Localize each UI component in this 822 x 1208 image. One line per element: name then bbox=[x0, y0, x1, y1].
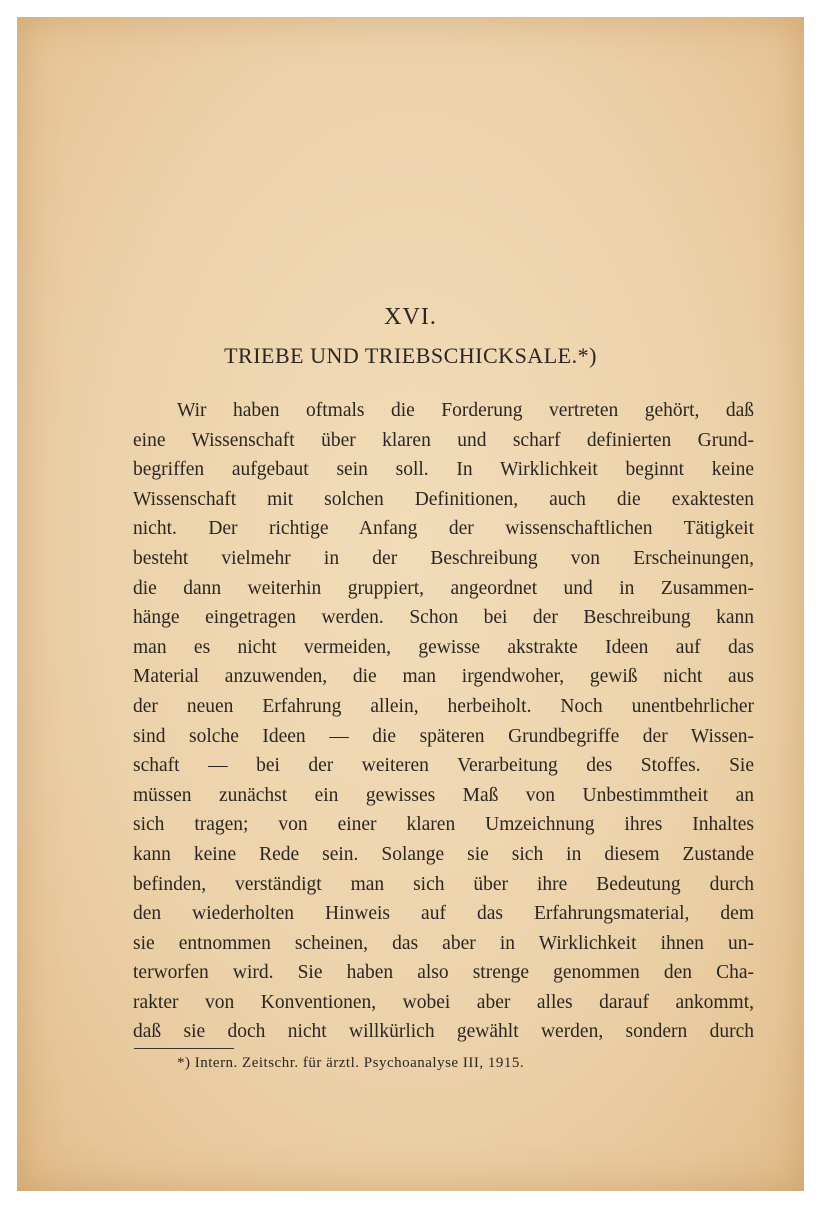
text-line: man es nicht vermeiden, gewisse akstrakte Ideen auf das bbox=[133, 636, 754, 658]
footnote: *) Intern. Zeitschr. für ärztl. Psychoanalyse III, 1915. bbox=[177, 1055, 525, 1071]
text-line: eine Wissenschaft über klaren und scharf definierten Grund- bbox=[133, 429, 754, 451]
text-line: besteht vielmehr in der Beschreibung von Erscheinungen, bbox=[133, 547, 754, 569]
footnote-divider bbox=[134, 1048, 234, 1049]
text-line: der neuen Erfahrung allein, herbeiholt. Noch unentbehrlicher bbox=[133, 695, 754, 717]
text-line: sie entnommen scheinen, das aber in Wirklichkeit ihnen un- bbox=[133, 932, 754, 954]
book-page bbox=[17, 17, 804, 1191]
text-line: müssen zunächst ein gewisses Maß von Unbestimmtheit an bbox=[133, 784, 754, 806]
text-line: Material anzuwenden, die man irgendwoher, gewiß nicht aus bbox=[133, 666, 754, 688]
chapter-number: XVI. bbox=[384, 304, 437, 330]
text-line: terworfen wird. Sie haben also strenge genommen den Cha- bbox=[133, 962, 754, 984]
text-line: daß sie doch nicht willkürlich gewählt werden, sondern durch bbox=[133, 1021, 754, 1043]
text-line: befinden, verständigt man sich über ihre Bedeutung durch bbox=[133, 873, 754, 895]
text-line: begriffen aufgebaut sein soll. In Wirklichkeit beginnt keine bbox=[133, 459, 754, 481]
text-line: sind solche Ideen — die späteren Grundbegriffe der Wissen- bbox=[133, 725, 754, 747]
body-paragraph bbox=[133, 396, 754, 1047]
text-line: nicht. Der richtige Anfang der wissenschaftlichen Tätigkeit bbox=[133, 518, 754, 540]
text-line: die dann weiterhin gruppiert, angeordnet und in Zusammen- bbox=[133, 577, 754, 599]
text-line: Wir haben oftmals die Forderung vertreten gehört, daß bbox=[177, 400, 754, 421]
text-line: den wiederholten Hinweis auf das Erfahrungsmaterial, dem bbox=[133, 903, 754, 925]
chapter-title: TRIEBE UND TRIEBSCHICKSALE.*) bbox=[224, 343, 597, 368]
text-line: kann keine Rede sein. Solange sie sich in diesem Zustande bbox=[133, 843, 754, 865]
text-line: sich tragen; von einer klaren Umzeichnung ihres Inhaltes bbox=[133, 814, 754, 836]
text-line: Wissenschaft mit solchen Definitionen, auch die exaktesten bbox=[133, 488, 754, 510]
text-line: rakter von Konventionen, wobei aber alles darauf ankommt, bbox=[133, 991, 754, 1013]
text-line: schaft — bei der weiteren Verarbeitung des Stoffes. Sie bbox=[133, 755, 754, 777]
text-line: hänge eingetragen werden. Schon bei der Beschreibung kann bbox=[133, 607, 754, 629]
